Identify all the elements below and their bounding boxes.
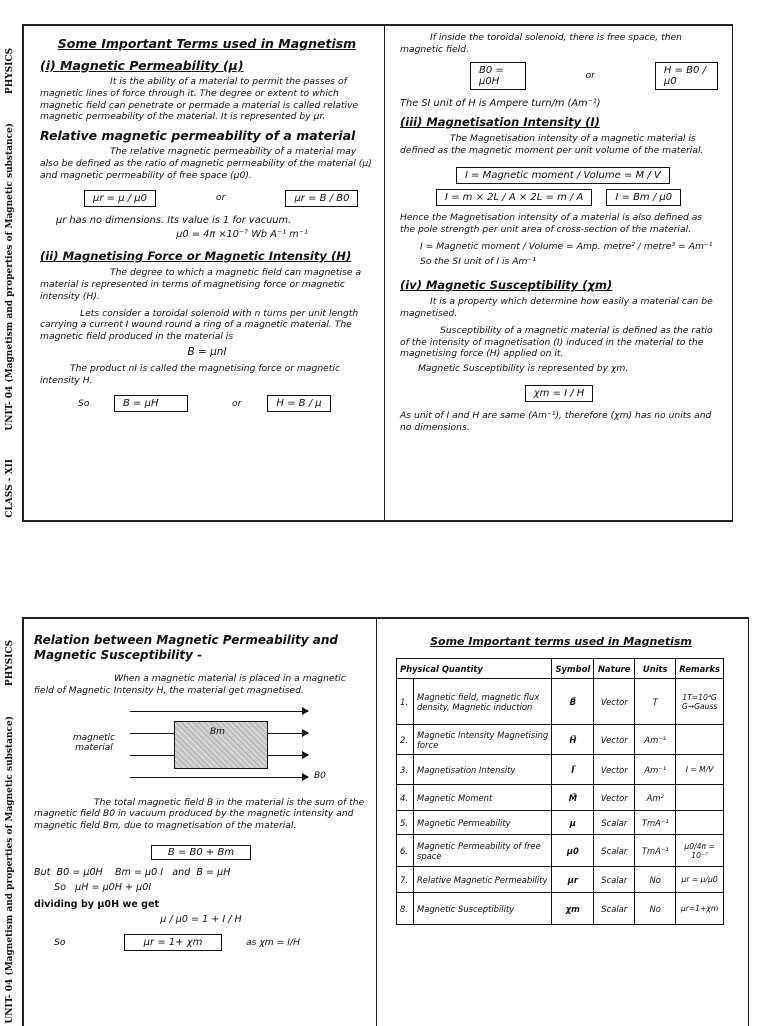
units-cell: Am² (635, 785, 676, 811)
remarks-cell (676, 811, 724, 835)
paragraph: Lets consider a toroidal solenoid with n turns per unit length carrying a current I wound round a ring of a magnetic material. The magnetic field produced in the material is (40, 307, 359, 343)
notes-sheet-2 (22, 617, 749, 1026)
header-remarks: Remarks (676, 659, 724, 679)
paragraph: The total magnetic field B in the material is the sum of the magnetic field B0 in vacuum produced by the magnetic intensity and magnetic field Bm, due to magnetisation of the material. (34, 796, 365, 832)
paragraph: The Magnetisation intensity of a magnetic material is defined as the magnetic moment per unit volume of the material. (400, 133, 704, 157)
section-heading: (ii) Magnetising Force or Magnetic Intensity (H) (40, 249, 352, 264)
table-row (397, 725, 724, 755)
class-label: CLASS - XII (5, 459, 15, 518)
symbol-cell: B⃗ (552, 679, 594, 725)
formula-box: I = Bm / μ0 (606, 189, 681, 206)
units-cell: Am⁻¹ (635, 725, 676, 755)
header-quantity: Physical Quantity (397, 659, 552, 679)
section-heading: (iii) Magnetisation Intensity (I) (400, 115, 600, 130)
units-cell: No (635, 893, 676, 925)
formula-box: B0 = μ0H (470, 62, 526, 90)
nature-cell: Vector (594, 679, 635, 725)
nature-cell: Scalar (594, 811, 635, 835)
row-number: 3. (397, 755, 414, 785)
header-units: Units (635, 659, 676, 679)
quantity-cell: Magnetic Intensity Magnetising force (413, 725, 551, 755)
nature-cell: Vector (594, 725, 635, 755)
paragraph: As unit of I and H are same (Am⁻¹), therefore (χm) has no units and no dimensions. (400, 409, 712, 433)
paragraph: Hence the Magnetisation intensity of a material is also defined as the pole strength per unit area of cross-section of the material. (400, 211, 703, 235)
field-line (130, 711, 308, 713)
subject-label: PHYSICS (5, 48, 15, 95)
units-cell: TmA⁻¹ (635, 811, 676, 835)
symbol-cell: I⃗ (552, 755, 594, 785)
formula-box: I = Magnetic moment / Volume = M / V (456, 167, 670, 184)
row-number: 2. (397, 725, 414, 755)
row-number: 4. (397, 785, 414, 811)
table-header-row (397, 659, 724, 679)
section-heading: Relation between Magnetic Permeability and Magnetic Susceptibility - (34, 633, 338, 662)
subject-label: PHYSICS (5, 640, 15, 687)
formula-box: B = B0 + Bm (151, 845, 251, 860)
formula-box: I = m × 2L / A × 2L = m / A (436, 189, 592, 206)
formula-box: μr = μ / μ0 (84, 190, 156, 207)
remarks-cell: μ0/4π = 10⁻⁷ (676, 835, 724, 867)
remarks-cell: 1T=10⁴G G→Gauss (676, 679, 724, 725)
paragraph: Magnetic Susceptibility is represented by χm. (418, 363, 629, 375)
column-divider (376, 619, 377, 1026)
column-divider (384, 26, 385, 520)
so-text: So (54, 936, 66, 948)
quantity-cell: Magnetic field, magnetic flux density, Magnetic induction (413, 679, 551, 725)
sheet1-right-column (400, 32, 718, 434)
quantity-cell: Magnetic Permeability of free space (413, 835, 551, 867)
notes-sheet-1 (22, 24, 733, 522)
quantities-table (396, 658, 724, 925)
field-line (130, 777, 308, 779)
quantity-cell: Magnetic Moment (413, 785, 551, 811)
table-row (397, 679, 724, 725)
formula-box: χm = I / H (525, 385, 594, 402)
paragraph: If inside the toroidal solenoid, there is free space, then magnetic field. (400, 32, 682, 55)
quantity-cell: Magnetisation Intensity (413, 755, 551, 785)
symbol-cell: μ (552, 811, 594, 835)
row-number: 5. (397, 811, 414, 835)
sheet2-left-column (34, 633, 368, 951)
equation: B = μnI (187, 345, 227, 358)
remarks-cell (676, 725, 724, 755)
formula-box: H = B0 / μ0 (655, 62, 718, 90)
section-heading: (i) Magnetic Permeability (μ) (40, 58, 244, 73)
formula-box: H = B / μ (267, 395, 330, 412)
magnetisation-figure (34, 705, 368, 793)
symbol-cell: χm (552, 893, 594, 925)
paragraph: When a magnetic material is placed in a magnetic field of Magnetic Intensity H, the material get magnetised. (34, 673, 346, 696)
table-row (397, 785, 724, 811)
paragraph: Susceptibility of a magnetic material is defined as the ratio of the intensity of magnetisation (I) induced in the material to the magnetising force (H) applied on it. (400, 324, 713, 360)
units-cell: Am⁻¹ (635, 755, 676, 785)
paragraph: The product nI is called the magnetising force or magnetic intensity H. (40, 362, 340, 386)
section-heading: (iv) Magnetic Susceptibility (χm) (400, 278, 613, 293)
table-row (397, 867, 724, 893)
table-row (397, 893, 724, 925)
paragraph: as χm = I/H (246, 936, 300, 948)
sheet-title: Some Important Terms used in Magnetism (57, 36, 357, 51)
sheet1-left-column (40, 36, 374, 412)
row-number: 6. (397, 835, 414, 867)
quantity-cell: Relative Magnetic Permeability (413, 867, 551, 893)
quantity-cell: Magnetic Susceptibility (413, 893, 551, 925)
symbol-cell: M⃗ (552, 785, 594, 811)
or-text: or (585, 69, 595, 81)
nature-cell: Vector (594, 755, 635, 785)
units-cell: No (635, 867, 676, 893)
paragraph: So the SI unit of I is Am⁻¹ (420, 256, 536, 268)
remarks-cell (676, 785, 724, 811)
paragraph: The relative magnetic permeability of a material may also be defined as the ratio of magnetic permeability of the material (μ) and magnetic permeability of free space (μ0). (40, 146, 372, 181)
nature-cell: Scalar (594, 893, 635, 925)
paragraph: dividing by μ0H we get (34, 898, 160, 910)
so-text: So (78, 397, 90, 409)
symbol-cell: μr (552, 867, 594, 893)
header-symbol: Symbol (552, 659, 594, 679)
equation: μ / μ0 = 1 + I / H (160, 914, 242, 926)
section-heading: Relative magnetic permeability of a material (40, 128, 356, 144)
equation: But B0 = μ0H Bm = μ0 I and B = μH (34, 866, 231, 878)
nature-cell: Scalar (594, 835, 635, 867)
paragraph: The SI unit of H is Ampere turn/m (Am⁻¹) (400, 97, 601, 109)
formula-box: B = μH (114, 395, 188, 412)
material-label: magnetic material (72, 732, 116, 753)
paragraph: It is a property which determine how easily a material can be magnetised. (400, 296, 713, 319)
equation: I = Magnetic moment / Volume = Amp. metre² / metre³ = Am⁻¹ (420, 240, 713, 252)
table-row (397, 811, 724, 835)
symbol-cell: H⃗ (552, 725, 594, 755)
paragraph: It is the ability of a material to permit the passes of magnetic lines of force through it. The degree or extent to which magnetic field can penetrate or permade a material is called relative magnetic permeability of the material. It is represented by μr. (40, 76, 359, 123)
nature-cell: Vector (594, 785, 635, 811)
remarks-cell: I = M/V (676, 755, 724, 785)
table-row (397, 755, 724, 785)
bm-label: Bm (210, 726, 225, 737)
row-number: 7. (397, 867, 414, 893)
units-cell: T (635, 679, 676, 725)
equation: So μH = μ0H + μ0I (54, 881, 152, 893)
or-text: or (232, 397, 242, 409)
table-row (397, 835, 724, 867)
remarks-cell: μr = μ/μ0 (676, 867, 724, 893)
unit-label: UNIT- 04 (Magnetism and properties of Magnetic substance) (5, 122, 15, 431)
remarks-cell: μr=1+χm (676, 893, 724, 925)
table-title: Some Important terms used in Magnetism (430, 635, 692, 648)
formula-box: μr = 1+ χm (124, 934, 222, 951)
equation: μ0 = 4π ×10⁻⁷ Wb A⁻¹ m⁻¹ (176, 229, 308, 241)
b0-label: B0 (314, 770, 326, 781)
nature-cell: Scalar (594, 867, 635, 893)
quantity-cell: Magnetic Permeability (413, 811, 551, 835)
header-nature: Nature (594, 659, 635, 679)
or-text: or (216, 192, 226, 204)
side-labels-sheet1 (0, 48, 20, 518)
formula-box: μr = B / B0 (285, 190, 358, 207)
paragraph: The degree to which a magnetic field can magnetise a material is represented in terms of magnetising force or magnetic intensity (H). (40, 267, 362, 302)
sheet2-right-column (396, 635, 726, 925)
row-number: 8. (397, 893, 414, 925)
symbol-cell: μ0 (552, 835, 594, 867)
table-body (397, 679, 724, 925)
side-labels-sheet2 (0, 640, 20, 1024)
units-cell: TmA⁻¹ (635, 835, 676, 867)
row-number: 1. (397, 679, 414, 725)
paragraph: μr has no dimensions. Its value is 1 for vacuum. (56, 214, 292, 226)
unit-label: UNIT- 04 (Magnetism and properties of Magnetic substance) (5, 716, 15, 1024)
